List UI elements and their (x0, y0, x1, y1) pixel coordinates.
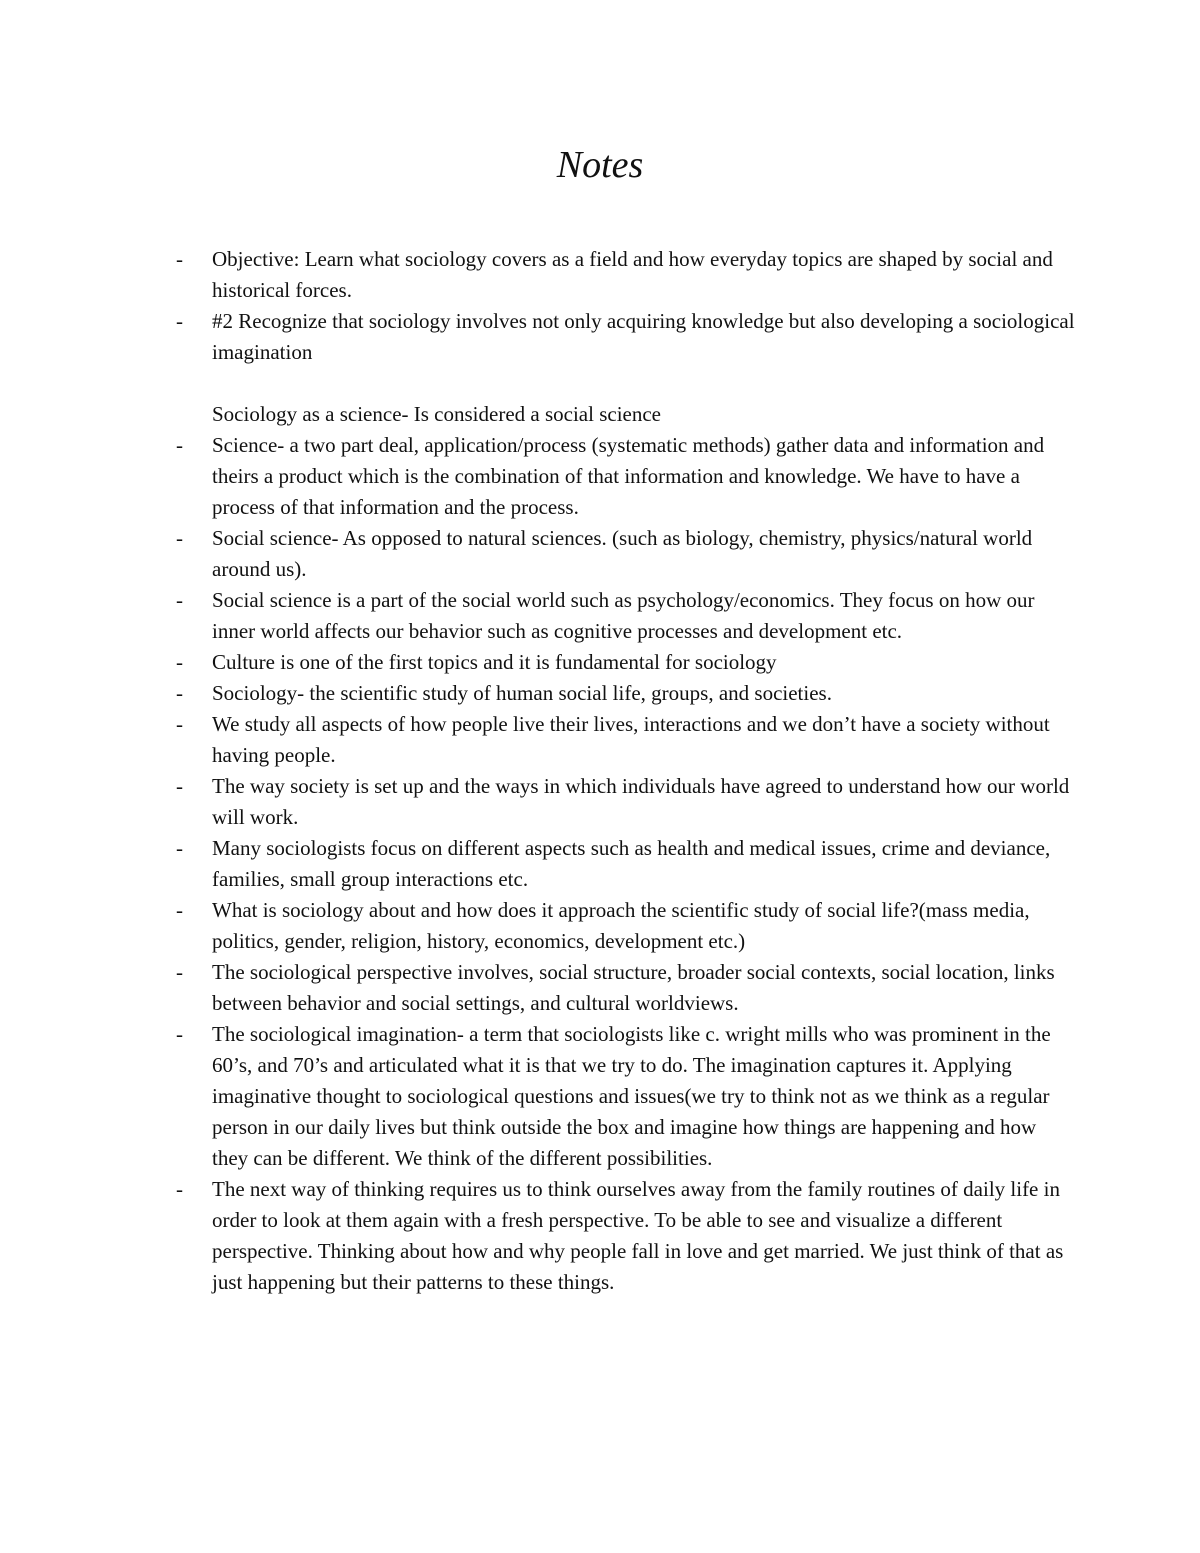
item-text: #2 Recognize that sociology involves not only acquiring knowledge but also developing a sociological imagination (212, 309, 1075, 364)
spacer (176, 368, 1076, 399)
item-text: The sociological perspective involves, social structure, broader social contexts, social location, links between behavior and social settings, and cultural worldviews. (212, 960, 1055, 1015)
item-text: Science- a two part deal, application/process (systematic methods) gather data and information and theirs a product which is the combination of that information and knowledge. We have to have a process of that information and the process. (212, 433, 1045, 519)
bullet-dash: - (176, 1177, 183, 1201)
bullet-dash: - (176, 774, 183, 798)
bullet-dash: - (176, 960, 183, 984)
list-item (176, 678, 1076, 709)
item-text: The way society is set up and the ways in which individuals have agreed to understand how our world will work. (212, 774, 1070, 829)
list-item (176, 523, 1076, 585)
bullet-dash: - (176, 247, 183, 271)
list-item (176, 244, 1076, 306)
bullet-dash: - (176, 433, 183, 457)
item-text: We study all aspects of how people live their lives, interactions and we don’t have a society without having people. (212, 712, 1050, 767)
item-text: Objective: Learn what sociology covers as a field and how everyday topics are shaped by social and historical forces. (212, 247, 1053, 302)
list-item (176, 585, 1076, 647)
section-heading: Sociology as a science- Is considered a social science (212, 402, 661, 426)
list-item (176, 430, 1076, 523)
item-text: What is sociology about and how does it approach the scientific study of social life?(mass media, politics, gender, religion, history, economics, development etc.) (212, 898, 1030, 953)
item-text: Social science is a part of the social world such as psychology/economics. They focus on how our inner world affects our behavior such as cognitive processes and development etc. (212, 588, 1035, 643)
item-text: Many sociologists focus on different aspects such as health and medical issues, crime and deviance, families, small group interactions etc. (212, 836, 1051, 891)
list-item (176, 833, 1076, 895)
list-item (176, 709, 1076, 771)
bullet-dash: - (176, 588, 183, 612)
notes-body (176, 244, 1076, 1298)
list-item (176, 771, 1076, 833)
bullet-dash: - (176, 526, 183, 550)
bullet-dash: - (176, 836, 183, 860)
bullet-dash: - (176, 898, 183, 922)
item-text: The next way of thinking requires us to think ourselves away from the family routines of daily life in order to look at them again with a fresh perspective. To be able to see and visualize a different perspective. Thinking about how and why people fall in love and get married. We just think of that as just happening but their patterns to these things. (212, 1177, 1064, 1294)
bullet-dash: - (176, 650, 183, 674)
bullet-dash: - (176, 681, 183, 705)
item-text: Culture is one of the first topics and it is fundamental for sociology (212, 650, 777, 674)
list-item (176, 1019, 1076, 1174)
bullet-dash: - (176, 712, 183, 736)
bullet-dash: - (176, 309, 183, 333)
list-item (176, 306, 1076, 368)
list-item (176, 1174, 1076, 1298)
bullet-dash: - (176, 1022, 183, 1046)
list-item (176, 895, 1076, 957)
item-text: Sociology- the scientific study of human social life, groups, and societies. (212, 681, 832, 705)
item-text: The sociological imagination- a term that sociologists like c. wright mills who was prominent in the 60’s, and 70’s and articulated what it is that we try to do. The imagination captures it. Applying imaginative thought to sociological questions and issues(we try to think not as we think as a regular person in our daily lives but think outside the box and imagine how things are happening and how they can be different. We think of the different possibilities. (212, 1022, 1051, 1170)
page-title: Notes (556, 144, 644, 186)
item-text: Social science- As opposed to natural sciences. (such as biology, chemistry, physics/natural world around us). (212, 526, 1033, 581)
list-item (176, 957, 1076, 1019)
list-item (176, 647, 1076, 678)
